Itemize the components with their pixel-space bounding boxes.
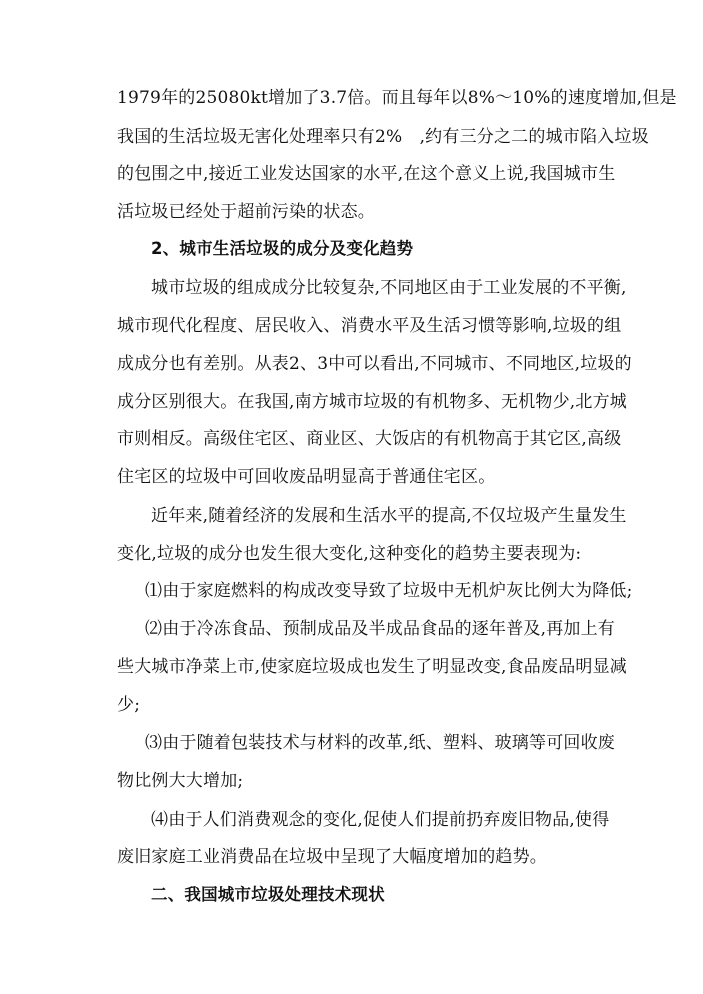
list-item-3-line-2: 物比例大大增加; xyxy=(117,771,244,791)
paragraph-2-line-1: 城市垃圾的组成成分比较复杂,不同地区由于工业发展的不平衡, xyxy=(151,278,627,298)
list-item-1-line-1: ⑴由于家庭燃料的构成改变导致了垃圾中无机炉灰比例大为降低; xyxy=(145,581,633,601)
paragraph-2-line-3: 成成分也有差别。从表2、3中可以看出,不同城市、不同地区,垃圾的 xyxy=(117,354,632,374)
list-item-4-line-1: ⑷由于人们消费观念的变化,促使人们提前扔弃废旧物品,使得 xyxy=(151,810,610,830)
paragraph-1-line-4: 活垃圾已经处于超前污染的状态。 xyxy=(117,202,375,222)
list-item-2-line-1: ⑵由于冷冻食品、预制成品及半成品食品的逐年普及,再加上有 xyxy=(145,619,616,639)
paragraph-1-line-2: 我国的生活垃圾无害化处理率只有2% ,约有三分之二的城市陷入垃圾 xyxy=(117,127,649,147)
paragraph-2-line-5: 市则相反。高级住宅区、商业区、大饭店的有机物高于其它区,高级 xyxy=(117,429,622,449)
list-item-2-line-3: 少; xyxy=(117,695,141,715)
paragraph-1-line-3: 的包围之中,接近工业发达国家的水平,在这个意义上说,我国城市生 xyxy=(117,164,616,184)
paragraph-3-line-1: 近年来,随着经济的发展和生活水平的提高,不仅垃圾产生量发生 xyxy=(151,506,627,526)
section-heading-2: 2、城市生活垃圾的成分及变化趋势 xyxy=(151,239,414,258)
list-item-2-line-2: 些大城市净菜上市,使家庭垃圾成也发生了明显改变,食品废品明显减 xyxy=(117,657,628,677)
paragraph-1-line-1: 1979年的25080kt增加了3.7倍。而且每年以8%～10%的速度增加,但是 xyxy=(117,88,677,108)
paragraph-3-line-2: 变化,垃圾的成分也发生很大变化,这种变化的趋势主要表现为: xyxy=(117,544,582,564)
list-item-3-line-1: ⑶由于随着包装技术与材料的改革,纸、塑料、玻璃等可回收废 xyxy=(145,733,616,753)
section-heading-main: 二、我国城市垃圾处理技术现状 xyxy=(151,885,385,904)
paragraph-2-line-2: 城市现代化程度、居民收入、消费水平及生活习惯等影响,垃圾的组 xyxy=(117,316,622,336)
paragraph-2-line-6: 住宅区的垃圾中可回收废品明显高于普通住宅区。 xyxy=(117,467,496,487)
list-item-4-line-2: 废旧家庭工业消费品在垃圾中呈现了大幅度增加的趋势。 xyxy=(117,847,547,867)
paragraph-2-line-4: 成分区别很大。在我国,南方城市垃圾的有机物多、无机物少,北方城 xyxy=(117,392,628,412)
